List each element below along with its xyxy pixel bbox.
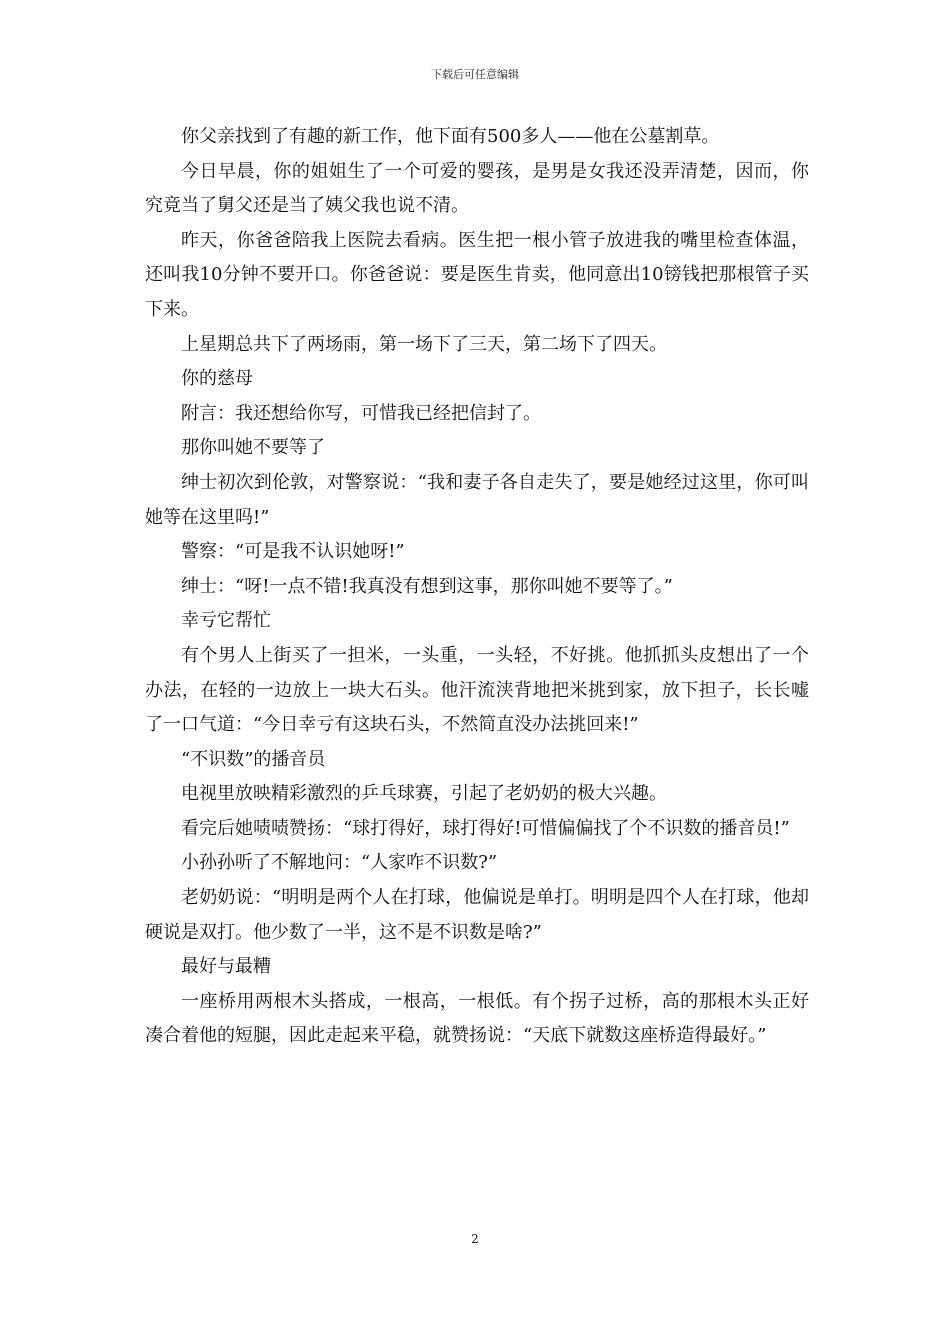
page-number: 2: [471, 1232, 479, 1246]
paragraph: 小孙孙听了不解地问：“人家咋不识数?”: [181, 852, 498, 874]
section-title: 幸亏它帮忙: [181, 610, 271, 632]
document-body: [145, 120, 809, 1054]
page-header: 下载后可任意编辑: [431, 68, 519, 81]
paragraph: 有个男人上街买了一担米，一头重，一头轻，不好挑。他抓抓头皮想出了一个办法，在轻的一边放上一块大石头。他汗流浃背地把米挑到家，放下担子，长长嘘了一口气道：“今日幸亏有这块石头，不然简直没办法挑回来!”: [145, 644, 809, 736]
paragraph: 上星期总共下了两场雨，第一场下了三天，第二场下了四天。: [181, 333, 667, 355]
letter-signature: 你的慈母: [181, 368, 253, 390]
section-title: 最好与最糟: [181, 956, 271, 978]
paragraph: 绅士初次到伦敦，对警察说：“我和妻子各自走失了，要是她经过这里，你可叫她等在这里吗!”: [145, 471, 809, 528]
paragraph: 电视里放映精彩激烈的乒乓球赛，引起了老奶奶的极大兴趣。: [181, 783, 667, 805]
section-title: “不识数”的播音员: [181, 748, 326, 770]
paragraph: 今日早晨，你的姐姐生了一个可爱的婴孩，是男是女我还没弄清楚，因而，你究竟当了舅父还是当了姨父我也说不清。: [145, 160, 809, 217]
paragraph: 老奶奶说：“明明是两个人在打球，他偏说是单打。明明是四个人在打球，他却硬说是双打。他少数了一半，这不是不识数是啥?”: [145, 887, 809, 943]
paragraph: 你父亲找到了有趣的新工作，他下面有500多人——他在公墓割草。: [181, 126, 720, 147]
postscript: 附言：我还想给你写，可惜我已经把信封了。: [181, 402, 541, 424]
paragraph: 绅士：“呀!一点不错!我真没有想到这事，那你叫她不要等了。”: [181, 575, 673, 597]
paragraph: 看完后她啧啧赞扬：“球打得好，球打得好!可惜偏偏找了个不识数的播音员!”: [181, 817, 790, 839]
paragraph: 昨天，你爸爸陪我上医院去看病。医生把一根小管子放进我的嘴里检查体温，还叫我10分钟不要开口。你爸爸说：要是医生肯卖，他同意出10镑钱把那根管子买下来。: [145, 229, 809, 320]
section-title: 那你叫她不要等了: [181, 437, 325, 459]
paragraph: 一座桥用两根木头搭成，一根高，一根低。有个拐子过桥，高的那根木头正好凑合着他的短腿，因此走起来平稳，就赞扬说：“天底下就数这座桥造得最好。”: [145, 990, 809, 1047]
paragraph: 警察：“可是我不认识她呀!”: [181, 541, 405, 563]
